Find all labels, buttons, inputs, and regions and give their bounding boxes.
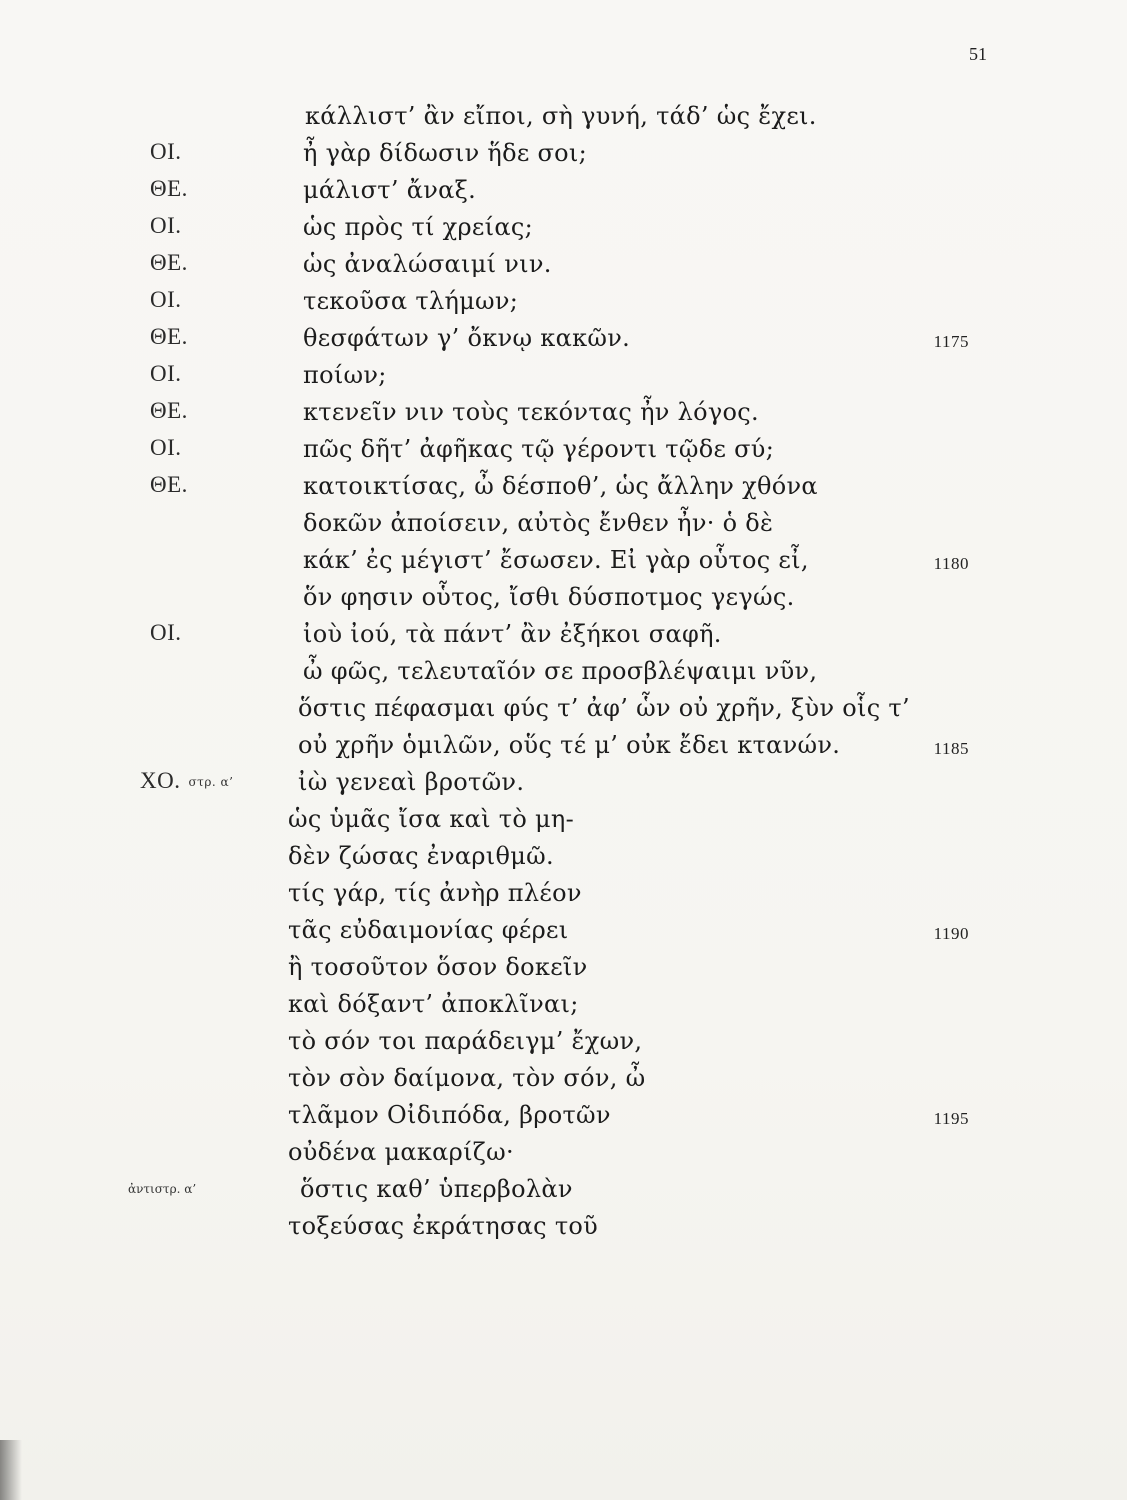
line-number: 1190	[933, 924, 969, 943]
verse-line	[0, 877, 1127, 914]
verse-line	[0, 1062, 1127, 1099]
verse-line	[0, 618, 1127, 655]
verse-line	[0, 137, 1127, 174]
verse-line	[0, 1099, 1127, 1136]
verse-text: ἦ γὰρ δίδωσιν ἥδε σοι;	[303, 139, 588, 167]
verse-line	[0, 248, 1127, 285]
verse-text: κτενεῖν νιν τοὺς τεκόντας ἦν λόγος.	[303, 398, 759, 426]
speaker-label: ΟΙ.	[150, 139, 182, 164]
verse-line	[0, 211, 1127, 248]
verse-text: θεσφάτων γ’ ὄκνῳ κακῶν.	[303, 324, 631, 352]
speaker-label: ΟΙ.	[150, 287, 182, 312]
verse-lines	[0, 100, 1127, 1247]
verse-text: κατοικτίσας, ὦ δέσποθ’, ὡς ἄλλην χθόνα	[303, 472, 818, 500]
verse-text: ὦ φῶς, τελευταῖόν σε προσβλέψαιμι νῦν,	[303, 657, 818, 685]
verse-text: καὶ δόξαντ’ ἀποκλῖναι;	[288, 990, 579, 1018]
verse-line	[0, 433, 1127, 470]
strophe-marker: στρ. α’	[188, 775, 234, 789]
speaker-label: ΘΕ.	[150, 398, 188, 423]
verse-text: οὐ χρῆν ὁμιλῶν, οὕς τέ μ’ οὐκ ἔδει κτανών.	[298, 731, 841, 759]
verse-text: τᾶς εὐδαιμονίας φέρει	[288, 916, 569, 944]
verse-line	[0, 285, 1127, 322]
verse-text: τοξεύσας ἐκράτησας τοῦ	[288, 1212, 599, 1240]
speaker-label: ΘΕ.	[150, 176, 188, 201]
verse-line	[0, 174, 1127, 211]
verse-text: τίς γάρ, τίς ἀνὴρ πλέον	[288, 879, 582, 907]
line-number: 1195	[933, 1109, 969, 1128]
antistrophe-marker: ἀντιστρ. α’	[128, 1182, 197, 1196]
verse-text: τεκοῦσα τλήμων;	[303, 287, 519, 315]
verse-text: δοκῶν ἀποίσειν, αὐτὸς ἔνθεν ἦν· ὁ δὲ	[303, 509, 774, 537]
speaker-label: ΟΙ.	[150, 361, 182, 386]
verse-text: κάκ’ ἐς μέγιστ’ ἔσωσεν. Εἰ γὰρ οὗτος εἶ,	[303, 546, 809, 574]
speaker-label: ΘΕ.	[150, 472, 188, 497]
line-number: 1185	[933, 739, 969, 758]
verse-text: ὡς πρὸς τί χρείας;	[303, 213, 533, 241]
verse-line	[0, 396, 1127, 433]
line-number: 1175	[933, 332, 969, 351]
verse-line	[0, 914, 1127, 951]
verse-text: ὅν φησιν οὗτος, ἴσθι δύσποτμος γεγώς.	[303, 583, 795, 611]
verse-line	[0, 359, 1127, 396]
verse-line	[0, 470, 1127, 507]
verse-line	[0, 692, 1127, 729]
verse-line	[0, 581, 1127, 618]
verse-text: μάλιστ’ ἄναξ.	[303, 176, 477, 204]
verse-text: τλᾶμον Οἰδιπόδα, βροτῶν	[288, 1101, 611, 1129]
verse-line	[0, 655, 1127, 692]
verse-line	[0, 729, 1127, 766]
verse-text: οὐδένα μακαρίζω·	[288, 1138, 514, 1166]
verse-line	[0, 1173, 1127, 1210]
verse-text: ὡς ὑμᾶς ἴσα καὶ τὸ μη-	[288, 805, 575, 833]
page-number: 51	[969, 44, 987, 64]
line-number: 1180	[933, 554, 969, 573]
verse-text: τὸ σόν τοι παράδειγμ’ ἔχων,	[288, 1027, 643, 1055]
verse-line	[0, 544, 1127, 581]
verse-text: τὸν σὸν δαίμονα, τὸν σόν, ὦ	[288, 1064, 646, 1092]
verse-line	[0, 988, 1127, 1025]
verse-line	[0, 803, 1127, 840]
verse-line	[0, 507, 1127, 544]
verse-line	[0, 1136, 1127, 1173]
verse-text: ὡς ἀναλώσαιμί νιν.	[303, 250, 552, 278]
verse-text: κάλλιστ’ ἂν εἴποι, σὴ γυνή, τάδ’ ὡς ἔχει.	[305, 102, 817, 130]
verse-text: ἰὼ γενεαὶ βροτῶν.	[298, 768, 525, 796]
speaker-label: ΟΙ.	[150, 435, 182, 460]
verse-text: ἢ τοσοῦτον ὅσον δοκεῖν	[288, 953, 588, 981]
verse-line	[0, 322, 1127, 359]
verse-text: ὅστις πέφασμαι φύς τ’ ἀφ’ ὧν οὐ χρῆν, ξὺν οἷς τ’	[298, 694, 910, 722]
speaker-label	[140, 768, 233, 794]
speaker-label: ΟΙ.	[150, 213, 182, 238]
verse-line	[0, 1025, 1127, 1062]
verse-text: ὅστις καθ’ ὑπερβολὰν	[300, 1175, 573, 1203]
verse-text: δὲν ζώσας ἐναριθμῶ.	[288, 842, 554, 870]
verse-text: πῶς δῆτ’ ἀφῆκας τῷ γέροντι τῷδε σύ;	[303, 435, 775, 463]
page-edge-shadow	[0, 1440, 22, 1500]
speaker-label: ΘΕ.	[150, 250, 188, 275]
speaker-name: ΧΟ.	[140, 768, 181, 793]
verse-text: ποίων;	[303, 361, 387, 389]
speaker-label: ΟΙ.	[150, 620, 182, 645]
verse-text: ἰοὺ ἰού, τὰ πάντ’ ἂν ἐξήκοι σαφῆ.	[303, 620, 722, 648]
verse-line	[0, 951, 1127, 988]
verse-line	[0, 100, 1127, 137]
verse-line	[0, 766, 1127, 803]
verse-line	[0, 1210, 1127, 1247]
verse-line	[0, 840, 1127, 877]
speaker-label: ΘΕ.	[150, 324, 188, 349]
